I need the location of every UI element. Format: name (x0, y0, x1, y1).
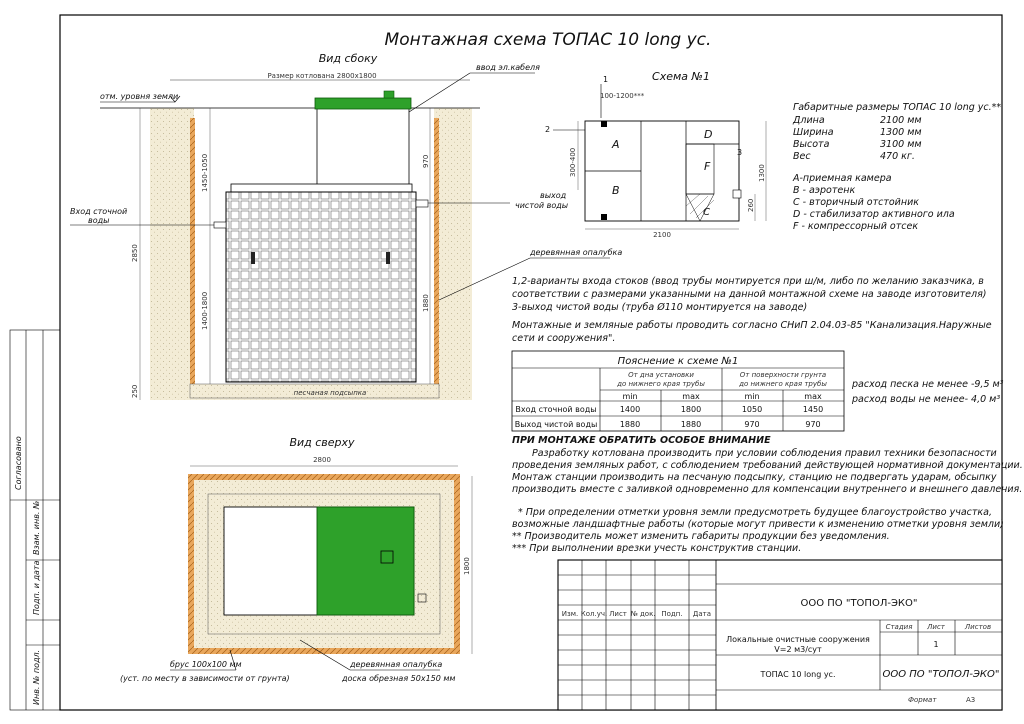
tb-h3: № док. (630, 610, 656, 618)
spec-val-2: 3100 мм (880, 139, 922, 150)
legend-2: С - вторичный отстойник (793, 197, 919, 208)
sewage-inlet-label-1: Вход сточной (70, 207, 128, 216)
pit-size-label: Размер котлована 2800х1800 (267, 72, 377, 80)
sand-bed-label: песчаная подсыпка (293, 389, 367, 397)
stamp-col-3: Взам. инв. № (32, 500, 41, 555)
spec-val-1: 1300 мм (880, 127, 922, 138)
table-group2-2: до нижнего края трубы (739, 380, 827, 388)
spec-key-3: Вес (793, 151, 811, 162)
dim-1880: 1880 (422, 294, 430, 312)
tb-h1: Кол.уч. (580, 610, 608, 618)
tb-h2: Лист (609, 610, 627, 618)
spec-val-3: 470 кг. (880, 151, 915, 162)
station-lid-top (317, 507, 414, 615)
table-group1-1: От дна установки (628, 371, 694, 379)
table-sub-2: min (744, 392, 760, 401)
scheme-n2: 2 (545, 125, 551, 134)
table-title: Пояснение к схеме №1 (617, 356, 739, 367)
station-neck (317, 108, 409, 188)
water-consumption: расход воды не менее- 4,0 м³ (852, 394, 1001, 405)
title-block (558, 560, 1002, 710)
top-view-heading: Вид сверху (289, 436, 355, 449)
tb-h5: Дата (692, 610, 712, 618)
beam-label-1: брус 100х100 мм (170, 660, 242, 669)
dim-2850: 2850 (131, 244, 139, 262)
footnote-3: *** При выполнении врезки учесть конструктив станции. (512, 543, 802, 554)
table-row1-v0: 1880 (619, 420, 641, 429)
spec-key-1: Ширина (793, 127, 834, 138)
sand-consumption: расход песка не менее -9,5 м³ (852, 379, 1004, 390)
side-stamp (10, 330, 60, 710)
formwork-label: деревянная опалубка (530, 248, 623, 257)
note2-1: сети и сооружения". (512, 333, 616, 344)
clean-outlet-label-2: чистой воды (515, 201, 569, 210)
tb-h4: Подп. (661, 610, 683, 618)
table-row1-v1: 1880 (680, 420, 702, 429)
dim-1450-1050: 1450-1050 (201, 153, 209, 192)
formwork-left (190, 118, 195, 386)
table-group1-2: до нижнего края трубы (617, 380, 705, 388)
specs-heading: Габаритные размеры ТОПАС 10 long ус.** (793, 102, 1002, 113)
sewage-inlet-label-2: воды (88, 216, 110, 225)
tb-sheet: Лист (927, 623, 945, 631)
formwork-top-label-1: деревянная опалубка (350, 660, 443, 669)
top-view (120, 436, 472, 683)
table-sub-1: max (682, 392, 700, 401)
tb-company-2: ООО ПО "ТОПОЛ-ЭКО" (882, 669, 1000, 680)
table-sub-0: min (622, 392, 638, 401)
scheme-label-c: C (703, 207, 710, 218)
attention-2: Монтаж станции производить на песчаную подсыпку, станцию не подвергать ударам, обсыпку (512, 472, 997, 483)
attention-3: производить вместе с заливкой одновременно для компенсации внутреннего и внешнего давления. (512, 484, 1023, 495)
formwork-top-label-2: доска обрезная 50х150 мм (342, 674, 456, 683)
footnote-0: * При определении отметки уровня земли предусмотреть будущее благоустройство участка, (518, 507, 993, 518)
attention-1: проведения земляных работ, с соблюдением требований действующей нормативной документации. (512, 460, 1023, 471)
table-row0-v1: 1800 (680, 405, 702, 414)
beam-label-2: (уст. по месту в зависимости от грунта) (120, 674, 290, 683)
dim-1800: 1800 (463, 557, 471, 575)
dim-2800: 2800 (313, 456, 331, 464)
footnote-2: ** Производитель может изменить габариты продукции без уведомления. (512, 531, 890, 542)
table-row0-v2: 1050 (741, 405, 763, 414)
table-sub-3: max (804, 392, 822, 401)
scheme-label-a: A (612, 138, 620, 151)
stamp-agreed: Согласовано (14, 436, 23, 490)
table-row1-name: Выход чистой воды (514, 420, 598, 429)
table-row1-v2: 970 (744, 420, 760, 429)
specs-block (792, 102, 1001, 232)
table-row1-v3: 970 (805, 420, 821, 429)
note1-0: 1,2-варианты входа стоков (ввод трубы монтируется при ш/м, либо по желанию заказчика, в (512, 276, 984, 287)
side-view-heading: Вид сбоку (318, 52, 378, 65)
station-body (226, 192, 416, 382)
formwork-right (434, 118, 439, 386)
table-row0-v0: 1400 (619, 405, 641, 414)
scheme-dim-100-1200: 100-1200*** (600, 92, 645, 100)
legend-4: F - компрессорный отсек (793, 221, 919, 232)
clean-outlet-label-1: выход (540, 191, 567, 200)
stamp-col-1: Инв. № подл. (32, 649, 41, 705)
tb-stage: Стадия (885, 623, 913, 631)
legend-1: В - аэротенк (793, 185, 856, 196)
legend-0: А-приемная камера (793, 173, 892, 184)
cable-inlet-label: ввод эл.кабеля (476, 63, 540, 72)
tb-product: ТОПАС 10 long ус. (760, 670, 836, 679)
attention-block (512, 435, 1023, 554)
scheme-dim-300-400: 300-400 (569, 147, 577, 177)
legend-3: D - стабилизатор активного ила (793, 209, 955, 220)
note1-1: соответствии с размерами указанными на данной монтажной схеме на заводе изготовителя) (512, 289, 987, 300)
station-lid (315, 98, 411, 109)
ground-level-label: отм. уровня земли (100, 92, 179, 101)
tb-h0: Изм. (561, 610, 579, 618)
tb-sheet-no: 1 (933, 640, 939, 649)
table-row0-name: Вход сточной воды (515, 405, 597, 414)
stamp-col-2: Подп. и дата (32, 560, 41, 615)
scheme-label-b: B (612, 184, 620, 197)
attention-heading: ПРИ МОНТАЖЕ ОБРАТИТЬ ОСОБОЕ ВНИМАНИЕ (512, 435, 771, 446)
notes-block (512, 276, 992, 344)
tb-company: ООО ПО "ТОПОЛ-ЭКО" (800, 598, 918, 609)
note1-2: 3-выход чистой воды (труба Ø110 монтируется на заводе) (512, 302, 808, 313)
scheme-dim-260: 260 (747, 198, 755, 212)
scheme-n1: 1 (603, 75, 609, 84)
attention-0: Разработку котлована производить при условии соблюдения правил техники безопасности (532, 448, 997, 459)
tb-format-value: А3 (966, 696, 976, 704)
scheme-label-d: D (704, 128, 713, 141)
table-row0-v3: 1450 (802, 405, 824, 414)
tb-format-label: Формат (908, 696, 937, 704)
dim-1400-1800: 1400-1800 (201, 291, 209, 330)
spec-key-0: Длина (793, 115, 825, 126)
tb-name-1: Локальные очистные сооружения (726, 635, 870, 644)
scheme-1 (545, 70, 766, 239)
scheme-dim-2100: 2100 (653, 231, 671, 239)
pipe-table (512, 351, 844, 431)
spec-key-2: Высота (793, 139, 830, 150)
page-title: Монтажная схема ТОПАС 10 long ус. (384, 30, 712, 50)
scheme-heading: Схема №1 (652, 70, 710, 83)
scheme-label-f: F (704, 160, 711, 173)
table-group2-1: От поверхности грунта (739, 371, 827, 379)
spec-val-0: 2100 мм (880, 115, 922, 126)
scheme-n3: 3 (737, 148, 743, 157)
note2-0: Монтажные и земляные работы проводить согласно СНиП 2.04.03-85 "Канализация.Наружные (512, 320, 992, 331)
tb-sheets: Листов (964, 623, 992, 631)
dim-250: 250 (131, 384, 139, 398)
scheme-dim-1300: 1300 (758, 164, 766, 182)
footnote-1: возможные ландшафтные работы (которые могут привести к изменению отметки уровня земли) (512, 519, 1004, 530)
dim-970: 970 (422, 154, 430, 168)
side-view (70, 52, 622, 400)
tb-name-2: V=2 м3/сут (774, 645, 822, 654)
